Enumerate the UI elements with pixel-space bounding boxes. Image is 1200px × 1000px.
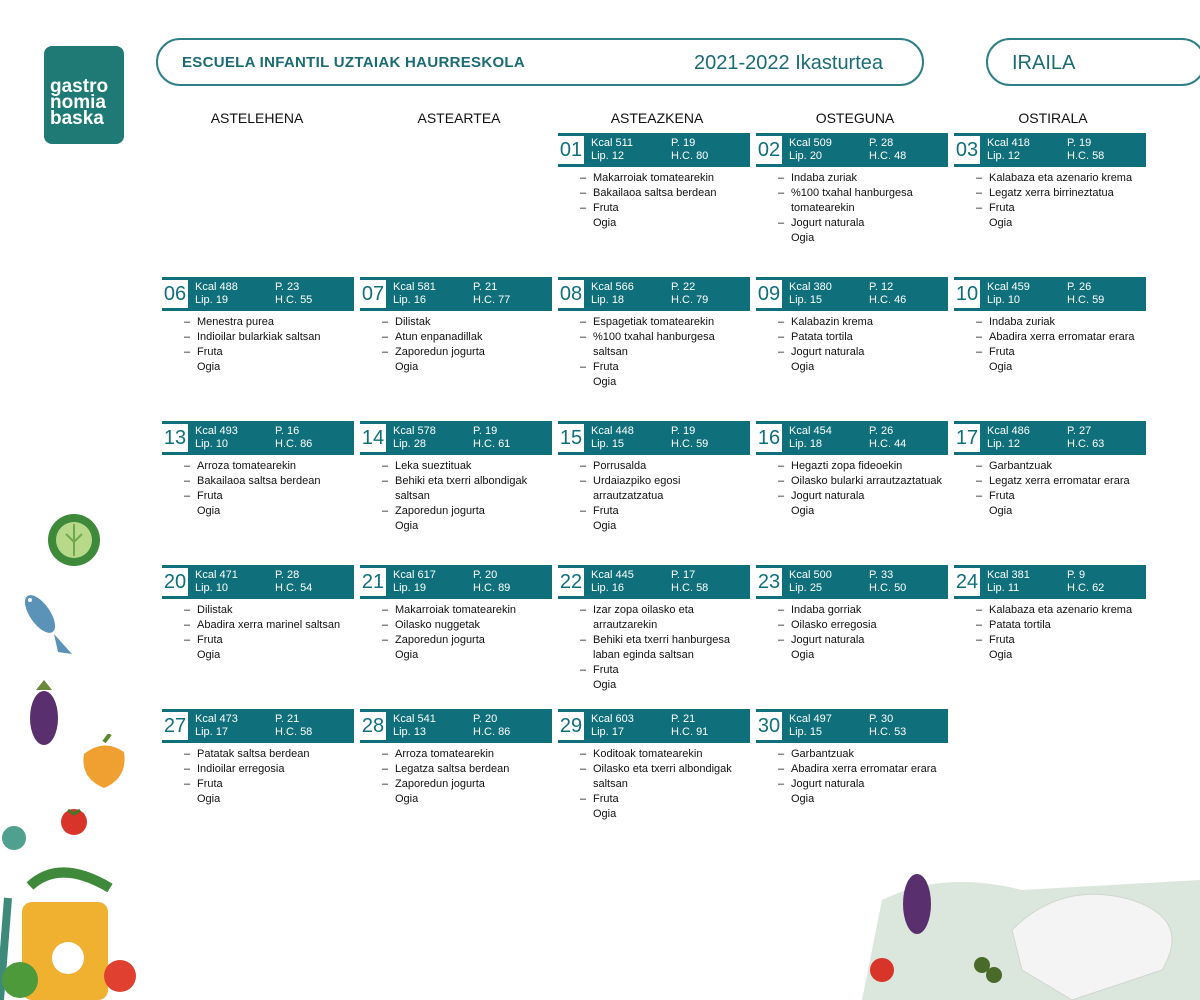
protein-value: P. 19 (671, 137, 696, 149)
gastronomia-baska-logo (44, 46, 124, 144)
protein-value: P. 20 (473, 569, 498, 581)
kcal-value: Kcal 418 (987, 137, 1030, 149)
menu-item: – Kalabaza eta azenario krema (989, 603, 1146, 618)
menu-list (558, 747, 750, 822)
menu-item: saltsan (593, 778, 628, 790)
menu-list (558, 315, 750, 390)
menu-item: Ogia (791, 793, 815, 805)
menu-item: Ogia (989, 505, 1013, 517)
day-cell (162, 565, 354, 663)
day-cell (756, 421, 948, 519)
menu-item: – Dilistak (395, 315, 552, 330)
day-number: 28 (360, 712, 386, 740)
menu-item: – Atun enpanadillak (395, 330, 552, 345)
menu-item: – Behiki eta txerri hanburgesa (593, 633, 750, 648)
menu-item: – Dilistak (197, 603, 354, 618)
menu-item: – Fruta (197, 633, 354, 648)
day-number: 21 (360, 568, 386, 596)
lipids-value: Lip. 12 (987, 438, 1021, 450)
protein-value: P. 16 (275, 425, 300, 437)
menu-item: – Fruta (989, 489, 1146, 504)
protein-value: P. 30 (869, 713, 894, 725)
day-header (756, 133, 948, 167)
eggplant-icon (24, 676, 64, 748)
protein-value: P. 26 (869, 425, 894, 437)
menu-item: – Behiki eta txerri albondigak (395, 474, 552, 489)
day-name-wednesday: ASTEAZKENA (610, 110, 704, 126)
menu-list (558, 603, 750, 693)
carbs-value: H.C. 61 (473, 438, 511, 450)
school-name: ESCUELA INFANTIL UZTAIAK HAURRESKOLA (182, 54, 526, 71)
day-cell (558, 421, 750, 534)
day-header (954, 421, 1146, 455)
kcal-value: Kcal 473 (195, 713, 238, 725)
menu-item: – Makarroiak tomatearekin (395, 603, 552, 618)
menu-item: – Izar zopa oilasko eta (593, 603, 750, 618)
menu-item: – Arroza tomatearekin (395, 747, 552, 762)
lipids-value: Lip. 10 (195, 582, 229, 594)
day-name-friday: OSTIRALA (1018, 110, 1088, 126)
day-cell (558, 709, 750, 822)
kcal-value: Kcal 581 (393, 281, 436, 293)
day-cell (954, 133, 1146, 231)
menu-item: – Abadira xerra erromatar erara (989, 330, 1146, 345)
menu-item: Ogia (395, 793, 419, 805)
menu-item: – Kalabazin krema (791, 315, 948, 330)
day-header (558, 133, 750, 167)
menu-item: – Fruta (989, 633, 1146, 648)
menu-item: – Oilasko nuggetak (395, 618, 552, 633)
menu-item: – Indaba zuriak (791, 171, 948, 186)
carbs-value: H.C. 55 (275, 294, 313, 306)
menu-item: – Oilasko erregosia (791, 618, 948, 633)
logo-line-2: nomia (50, 92, 106, 113)
menu-item: – %100 txahal hanburgesa (593, 330, 750, 345)
menu-item: – %100 txahal hanburgesa (791, 186, 948, 201)
day-header (954, 133, 1146, 167)
kcal-value: Kcal 500 (789, 569, 832, 581)
menu-item: Ogia (395, 649, 419, 661)
day-number: 14 (360, 424, 386, 452)
day-number: 20 (162, 568, 188, 596)
kcal-value: Kcal 459 (987, 281, 1030, 293)
day-number: 02 (756, 136, 782, 164)
day-header (360, 421, 552, 455)
school-year: 2021-2022 Ikasturtea (694, 52, 884, 74)
cooking-pot-illustration (0, 818, 150, 1000)
day-cell (162, 709, 354, 807)
day-header (756, 565, 948, 599)
lipids-value: Lip. 15 (789, 726, 823, 738)
day-number: 29 (558, 712, 584, 740)
lipids-value: Lip. 10 (987, 294, 1021, 306)
menu-item: – Fruta (197, 489, 354, 504)
pepper-icon (74, 734, 134, 792)
menu-item: – Fruta (593, 504, 750, 519)
menu-item: Ogia (989, 217, 1013, 229)
protein-value: P. 33 (869, 569, 894, 581)
protein-value: P. 26 (1067, 281, 1092, 293)
day-header (162, 421, 354, 455)
protein-value: P. 23 (275, 281, 300, 293)
menu-item: – Jogurt naturala (791, 633, 948, 648)
carbs-value: H.C. 58 (671, 582, 709, 594)
menu-item: laban eginda saltsan (593, 649, 694, 661)
menu-list (360, 315, 552, 375)
menu-item: – Garbantzuak (989, 459, 1146, 474)
menu-item: – Patata tortila (989, 618, 1146, 633)
day-number: 07 (360, 280, 386, 308)
lipids-value: Lip. 15 (591, 438, 625, 450)
menu-item: Ogia (197, 649, 221, 661)
lipids-value: Lip. 20 (789, 150, 823, 162)
menu-list (360, 603, 552, 663)
day-cell (360, 421, 552, 534)
day-name-tuesday: ASTEARTEA (417, 110, 501, 126)
menu-item: – Fruta (593, 360, 750, 375)
menu-list (756, 315, 948, 375)
day-header (558, 277, 750, 311)
month-name: IRAILA (1012, 52, 1076, 74)
menu-item: Ogia (791, 361, 815, 373)
menu-item: – Abadira xerra erromatar erara (791, 762, 948, 777)
lipids-value: Lip. 15 (789, 294, 823, 306)
carbs-value: H.C. 54 (275, 582, 313, 594)
menu-list (360, 747, 552, 807)
day-cell (162, 277, 354, 375)
menu-item: Ogia (197, 361, 221, 373)
menu-item: Ogia (791, 232, 815, 244)
lipids-value: Lip. 28 (393, 438, 427, 450)
menu-item: – Zaporedun jogurta (395, 345, 552, 360)
menu-item: – Bakailaoa saltsa berdean (593, 186, 750, 201)
lipids-value: Lip. 10 (195, 438, 229, 450)
menu-item: – Jogurt naturala (791, 345, 948, 360)
lipids-value: Lip. 25 (789, 582, 823, 594)
carbs-value: H.C. 46 (869, 294, 907, 306)
month-header (986, 38, 1200, 86)
lipids-value: Lip. 19 (195, 294, 229, 306)
carbs-value: H.C. 59 (671, 438, 709, 450)
lipids-value: Lip. 13 (393, 726, 427, 738)
day-header (756, 421, 948, 455)
carbs-value: H.C. 91 (671, 726, 709, 738)
carbs-value: H.C. 89 (473, 582, 511, 594)
carbs-value: H.C. 62 (1067, 582, 1105, 594)
kcal-value: Kcal 617 (393, 569, 436, 581)
day-number: 10 (954, 280, 980, 308)
kcal-value: Kcal 566 (591, 281, 634, 293)
fish-icon (10, 582, 76, 658)
protein-value: P. 21 (275, 713, 300, 725)
menu-list (558, 459, 750, 534)
menu-item: – Porrusalda (593, 459, 750, 474)
day-cell (558, 133, 750, 231)
kcal-value: Kcal 511 (591, 137, 634, 149)
menu-item: Ogia (593, 808, 617, 820)
school-header (156, 38, 924, 86)
day-cell (558, 565, 750, 693)
menu-list (954, 171, 1146, 231)
day-number: 27 (162, 712, 188, 740)
kcal-value: Kcal 509 (789, 137, 832, 149)
logo-line-1: gastro (50, 76, 109, 97)
lettuce-icon (44, 508, 104, 572)
menu-item: – Zaporedun jogurta (395, 777, 552, 792)
menu-item: – Zaporedun jogurta (395, 504, 552, 519)
menu-item: tomatearekin (791, 202, 855, 214)
protein-value: P. 21 (671, 713, 696, 725)
menu-list (162, 315, 354, 375)
day-header (360, 277, 552, 311)
protein-value: P. 19 (671, 425, 696, 437)
day-cell (360, 277, 552, 375)
menu-item: – Jogurt naturala (791, 489, 948, 504)
day-number: 30 (756, 712, 782, 740)
day-number: 06 (162, 280, 188, 308)
kcal-value: Kcal 448 (591, 425, 634, 437)
protein-value: P. 27 (1067, 425, 1092, 437)
day-cell (954, 421, 1146, 519)
protein-value: P. 20 (473, 713, 498, 725)
menu-item: – Fruta (989, 201, 1146, 216)
carbs-value: H.C. 58 (275, 726, 313, 738)
kcal-value: Kcal 380 (789, 281, 832, 293)
menu-item: – Fruta (989, 345, 1146, 360)
day-number: 17 (954, 424, 980, 452)
protein-value: P. 22 (671, 281, 696, 293)
menu-item: – Indaba zuriak (989, 315, 1146, 330)
protein-value: P. 28 (869, 137, 894, 149)
menu-list (558, 171, 750, 231)
menu-item: – Menestra purea (197, 315, 354, 330)
menu-item: Ogia (989, 649, 1013, 661)
menu-list (954, 459, 1146, 519)
day-cell (360, 709, 552, 807)
protein-value: P. 19 (1067, 137, 1092, 149)
menu-item: – Urdaiazpiko egosi (593, 474, 750, 489)
menu-item: – Abadira xerra marinel saltsan (197, 618, 354, 633)
lipids-value: Lip. 17 (195, 726, 229, 738)
day-number: 13 (162, 424, 188, 452)
logo-line-3: baska (50, 108, 104, 129)
day-number: 23 (756, 568, 782, 596)
lipids-value: Lip. 16 (393, 294, 427, 306)
protein-value: P. 28 (275, 569, 300, 581)
menu-item: – Indioilar bularkiak saltsan (197, 330, 354, 345)
menu-item: – Jogurt naturala (791, 777, 948, 792)
day-header (360, 565, 552, 599)
day-number: 09 (756, 280, 782, 308)
day-header (360, 709, 552, 743)
menu-item: – Patata tortila (791, 330, 948, 345)
carbs-value: H.C. 79 (671, 294, 709, 306)
menu-item: – Legatza saltsa berdean (395, 762, 552, 777)
protein-value: P. 12 (869, 281, 894, 293)
day-cell (360, 565, 552, 663)
menu-item: Ogia (989, 361, 1013, 373)
menu-item: – Leka sueztituak (395, 459, 552, 474)
menu-item: Ogia (395, 361, 419, 373)
kcal-value: Kcal 497 (789, 713, 832, 725)
menu-item: – Indaba gorriak (791, 603, 948, 618)
menu-item: Ogia (791, 505, 815, 517)
kcal-value: Kcal 541 (393, 713, 436, 725)
menu-item: arrautzarekin (593, 619, 658, 631)
menu-list (162, 603, 354, 663)
kcal-value: Kcal 578 (393, 425, 436, 437)
day-name-thursday: OSTEGUNA (815, 110, 895, 126)
protein-value: P. 21 (473, 281, 498, 293)
kcal-value: Kcal 486 (987, 425, 1030, 437)
menu-item: saltsan (593, 346, 628, 358)
carbs-value: H.C. 53 (869, 726, 907, 738)
carbs-value: H.C. 48 (869, 150, 907, 162)
menu-list (756, 459, 948, 519)
lipids-value: Lip. 12 (591, 150, 625, 162)
kcal-value: Kcal 454 (789, 425, 832, 437)
day-number: 03 (954, 136, 980, 164)
kcal-value: Kcal 381 (987, 569, 1030, 581)
menu-item: – Makarroiak tomatearekin (593, 171, 750, 186)
lipids-value: Lip. 18 (591, 294, 625, 306)
menu-list (360, 459, 552, 534)
carbs-value: H.C. 80 (671, 150, 709, 162)
menu-item: – Indioilar erregosia (197, 762, 354, 777)
carbs-value: H.C. 59 (1067, 294, 1105, 306)
menu-item: Ogia (593, 217, 617, 229)
menu-list (954, 603, 1146, 663)
menu-list (756, 603, 948, 663)
day-number: 01 (558, 136, 584, 164)
day-number: 15 (558, 424, 584, 452)
day-header (756, 277, 948, 311)
menu-item: – Fruta (593, 201, 750, 216)
lipids-value: Lip. 11 (987, 582, 1020, 594)
menu-item: – Espagetiak tomatearekin (593, 315, 750, 330)
carbs-value: H.C. 58 (1067, 150, 1105, 162)
menu-list (954, 315, 1146, 375)
carbs-value: H.C. 50 (869, 582, 907, 594)
menu-list (756, 171, 948, 246)
carbs-value: H.C. 44 (869, 438, 907, 450)
menu-list (162, 459, 354, 519)
menu-item: – Oilasko eta txerri albondigak (593, 762, 750, 777)
menu-item: arrautzatzatua (593, 490, 664, 502)
menu-item: – Fruta (593, 792, 750, 807)
day-cell (756, 565, 948, 663)
menu-item: Ogia (395, 520, 419, 532)
kcal-value: Kcal 445 (591, 569, 634, 581)
day-number: 08 (558, 280, 584, 308)
day-header (162, 709, 354, 743)
protein-value: P. 17 (671, 569, 696, 581)
menu-item: Ogia (197, 793, 221, 805)
menu-item: – Fruta (593, 663, 750, 678)
menu-list (756, 747, 948, 807)
menu-item: Ogia (197, 505, 221, 517)
menu-item: Ogia (593, 376, 617, 388)
menu-item: – Kalabaza eta azenario krema (989, 171, 1146, 186)
day-header (558, 421, 750, 455)
lipids-value: Lip. 18 (789, 438, 823, 450)
menu-item: – Fruta (197, 345, 354, 360)
menu-item: – Fruta (197, 777, 354, 792)
day-cell (756, 709, 948, 807)
menu-list (162, 747, 354, 807)
day-header (954, 277, 1146, 311)
menu-item: – Oilasko bularki arrautzaztatuak (791, 474, 948, 489)
kcal-value: Kcal 493 (195, 425, 238, 437)
menu-item: Ogia (791, 649, 815, 661)
menu-item: – Patatak saltsa berdean (197, 747, 354, 762)
menu-item: Ogia (593, 679, 617, 691)
menu-item: Ogia (593, 520, 617, 532)
menu-item: – Koditoak tomatearekin (593, 747, 750, 762)
carbs-value: H.C. 86 (473, 726, 511, 738)
lipids-value: Lip. 19 (393, 582, 427, 594)
protein-value: P. 19 (473, 425, 498, 437)
day-number: 16 (756, 424, 782, 452)
carbs-value: H.C. 63 (1067, 438, 1105, 450)
day-header (162, 277, 354, 311)
day-name-monday: ASTELEHENA (210, 110, 304, 126)
day-header (558, 709, 750, 743)
day-cell (756, 133, 948, 246)
day-cell (756, 277, 948, 375)
carbs-value: H.C. 77 (473, 294, 511, 306)
lipids-value: Lip. 12 (987, 150, 1021, 162)
menu-item: – Hegazti zopa fideoekin (791, 459, 948, 474)
day-cell (162, 421, 354, 519)
menu-item: – Garbantzuak (791, 747, 948, 762)
day-header (558, 565, 750, 599)
day-header (162, 565, 354, 599)
menu-item: – Legatz xerra birrineztatua (989, 186, 1146, 201)
menu-item: – Legatz xerra erromatar erara (989, 474, 1146, 489)
menu-item: saltsan (395, 490, 430, 502)
menu-item: – Bakailaoa saltsa berdean (197, 474, 354, 489)
kcal-value: Kcal 471 (195, 569, 238, 581)
chef-hat-illustration (862, 860, 1200, 1000)
kcal-value: Kcal 603 (591, 713, 634, 725)
day-cell (954, 277, 1146, 375)
day-number: 24 (954, 568, 980, 596)
menu-item: – Jogurt naturala (791, 216, 948, 231)
carbs-value: H.C. 86 (275, 438, 313, 450)
day-header (756, 709, 948, 743)
protein-value: P. 9 (1067, 569, 1086, 581)
kcal-value: Kcal 488 (195, 281, 238, 293)
day-number: 22 (558, 568, 584, 596)
lipids-value: Lip. 16 (591, 582, 625, 594)
day-cell (558, 277, 750, 390)
day-header (954, 565, 1146, 599)
menu-item: – Arroza tomatearekin (197, 459, 354, 474)
day-cell (954, 565, 1146, 663)
menu-item: – Zaporedun jogurta (395, 633, 552, 648)
lipids-value: Lip. 17 (591, 726, 625, 738)
